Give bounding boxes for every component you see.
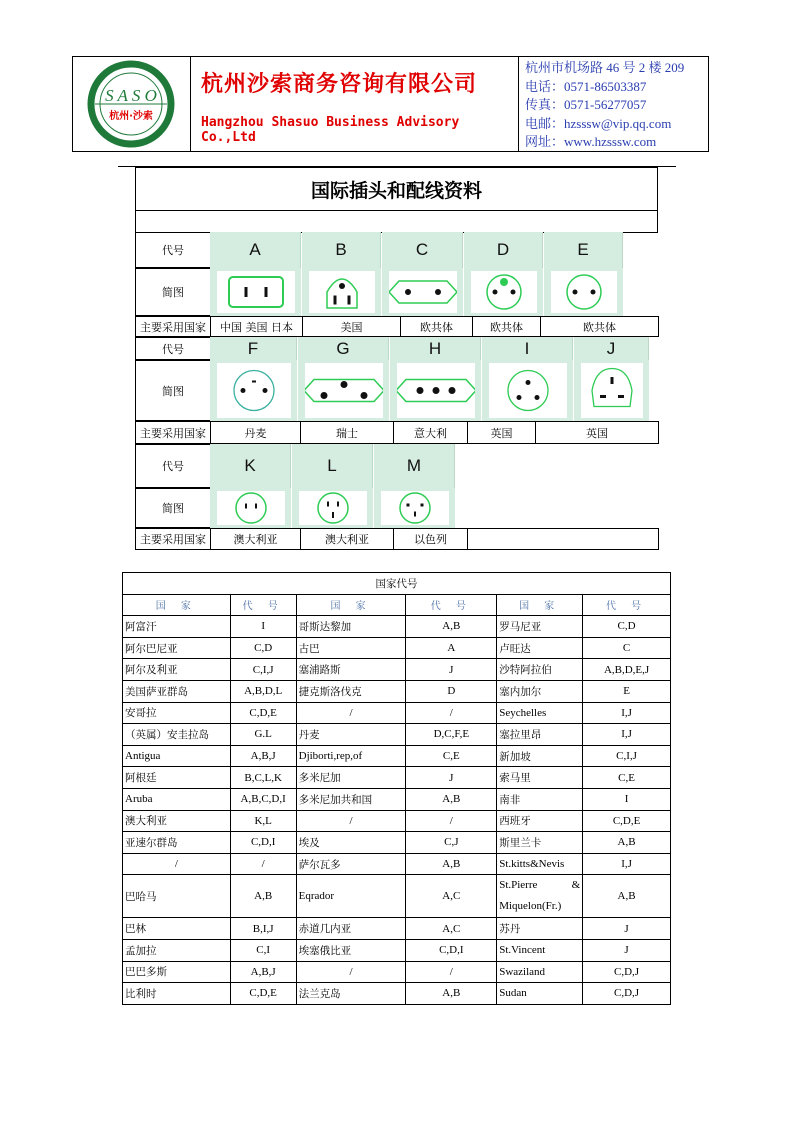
plug-codes-cell: C,D,I	[406, 939, 497, 961]
plug-codes-cell: A,B,J	[230, 745, 296, 767]
plug-diagram-M	[374, 488, 455, 528]
table-row	[123, 680, 671, 702]
plug-code-B	[302, 232, 381, 268]
plug-codes-cell: A,B,D,L	[230, 680, 296, 702]
plug-G-icon	[305, 363, 383, 418]
plug-code-label: C	[415, 240, 429, 259]
plug-countries-cell-text: 欧共体	[583, 320, 616, 334]
fax: 传真：0571-56277057	[525, 97, 647, 112]
plug-countries-cell	[400, 316, 473, 337]
table-row	[123, 767, 671, 789]
plug-codes-cell: A,C	[406, 875, 497, 918]
label-diagram	[135, 268, 211, 316]
country-cell: 新加坡	[497, 745, 583, 767]
country-cell: 法兰克岛	[296, 983, 406, 1005]
table-row	[123, 659, 671, 681]
plug-codes-cell: A,B	[406, 788, 497, 810]
country-cell: 安哥拉	[123, 702, 231, 724]
company-name-cn: 杭州沙索商务咨询有限公司	[201, 72, 478, 97]
plug-code-F	[210, 337, 297, 360]
country-cell: /	[296, 961, 406, 983]
plug-code-L	[292, 444, 373, 488]
country-cell: 阿尔巴尼亚	[123, 637, 231, 659]
country-cell: Eqrador	[296, 875, 406, 918]
plug-codes-cell: I,J	[583, 853, 671, 875]
country-cell: 阿根廷	[123, 767, 231, 789]
country-code-table	[122, 572, 671, 1005]
table-row	[123, 875, 671, 918]
plug-countries-cell	[540, 316, 659, 337]
plug-D-icon	[471, 271, 537, 313]
plug-code-E	[544, 232, 623, 268]
plug-B-icon	[309, 271, 375, 313]
country-table-header	[123, 594, 671, 616]
plug-countries-cell	[393, 421, 468, 444]
phone: 电话：0571-86503387	[525, 78, 647, 94]
country-cell: 塞浦路斯	[296, 659, 406, 681]
table-row	[123, 745, 671, 767]
label-countries	[135, 421, 211, 444]
plug-code-A	[210, 232, 301, 268]
website-label: 网址：	[525, 134, 565, 149]
plug-codes-cell: A,B	[583, 832, 671, 854]
plug-codes-cell: C,D,E	[230, 983, 296, 1005]
country-cell: 哥斯达黎加	[296, 616, 406, 638]
plug-codes-cell: J	[583, 918, 671, 940]
plug-countries-cell	[210, 421, 301, 444]
plug-codes-cell: I	[230, 616, 296, 638]
plug-codes-cell: C,E	[406, 745, 497, 767]
label-diagram-text: 简图	[162, 502, 184, 515]
plug-J-icon	[581, 363, 643, 418]
plug-codes-cell: C,D,E	[230, 702, 296, 724]
label-code	[135, 444, 211, 488]
plug-countries-cell	[300, 421, 394, 444]
plug-codes-cell: C,D,E	[583, 810, 671, 832]
country-cell: 比利时	[123, 983, 231, 1005]
plug-codes-cell: A	[406, 637, 497, 659]
country-cell: 西班牙	[497, 810, 583, 832]
table-row	[123, 724, 671, 746]
plug-codes-cell: C,D	[230, 637, 296, 659]
plug-codes-cell: C,I,J	[583, 745, 671, 767]
country-cell: 萨尔瓦多	[296, 853, 406, 875]
country-cell: Aruba	[123, 788, 231, 810]
plug-codes-cell: I	[583, 788, 671, 810]
plug-codes-cell: C,D,I	[230, 832, 296, 854]
plug-codes-cell: A,B	[406, 853, 497, 875]
plug-diagram-E	[544, 268, 623, 316]
country-cell: 巴巴多斯	[123, 961, 231, 983]
letterhead	[72, 56, 709, 152]
plug-code-D	[464, 232, 543, 268]
plug-code-C	[382, 232, 463, 268]
plug-countries-cell-text: 瑞士	[336, 426, 358, 440]
label-countries	[135, 528, 211, 550]
plug-L-icon	[299, 491, 367, 525]
plug-countries-cell-text: 欧共体	[490, 320, 523, 334]
plug-diagram-A	[210, 268, 301, 316]
label-code-text: 代号	[162, 342, 184, 356]
label-code-text: 代号	[162, 460, 184, 473]
column-header: 代 号	[406, 594, 497, 616]
country-cell: Djiborti,rep,of	[296, 745, 406, 767]
plug-codes-cell: A,B	[583, 875, 671, 918]
plug-diagram-C	[382, 268, 463, 316]
label-diagram-text: 简图	[162, 286, 184, 299]
country-cell: 埃及	[296, 832, 406, 854]
country-cell: 卢旺达	[497, 637, 583, 659]
plug-diagram-H	[390, 360, 481, 421]
plug-codes-cell: B,I,J	[230, 918, 296, 940]
plug-countries-cell-text: 意大利	[414, 426, 447, 440]
table-row	[123, 853, 671, 875]
plug-code-label: M	[406, 456, 422, 475]
plug-codes-cell: J	[406, 659, 497, 681]
plug-countries-cell-text: 英国	[586, 426, 608, 440]
country-cell: 赤道几内亚	[296, 918, 406, 940]
plug-diagram-B	[302, 268, 381, 316]
plug-countries-cell-text: 美国	[340, 320, 363, 334]
plug-codes-cell: A,B	[406, 983, 497, 1005]
table-row	[123, 702, 671, 724]
plug-codes-cell: K,L	[230, 810, 296, 832]
table-row	[123, 939, 671, 961]
company-name-en: Hangzhou Shasuo Business Advisory Co.,Ltd	[201, 115, 460, 145]
country-cell: 巴哈马	[123, 875, 231, 918]
plug-countries-cell	[300, 528, 394, 550]
plug-code-H	[390, 337, 481, 360]
plug-code-label: H	[428, 338, 442, 358]
plug-codes-cell: /	[230, 853, 296, 875]
plug-countries-cell-text: 以色列	[414, 533, 447, 546]
label-countries-text: 主要采用国家	[140, 320, 206, 334]
plug-countries-cell	[210, 528, 301, 550]
plug-countries-cell-text: 丹麦	[244, 426, 267, 440]
plug-codes-cell: I,J	[583, 724, 671, 746]
country-cell: 美国萨亚群岛	[123, 680, 231, 702]
plug-F-icon	[217, 363, 291, 418]
column-header: 国 家	[497, 594, 583, 616]
plug-code-label: G	[336, 338, 350, 358]
plug-countries-cell	[535, 421, 659, 444]
plug-diagram-J	[574, 360, 649, 421]
plug-countries-cell	[472, 316, 541, 337]
label-code-text: 代号	[162, 244, 184, 257]
plug-diagram-D	[464, 268, 543, 316]
blank-row	[135, 210, 658, 233]
label-countries	[135, 316, 211, 337]
table-row	[123, 832, 671, 854]
country-cell: 罗马尼亚	[497, 616, 583, 638]
plug-diagram-I	[482, 360, 573, 421]
plug-countries-cell	[467, 528, 659, 550]
plug-countries-cell	[210, 316, 303, 337]
plug-codes-cell: J	[406, 767, 497, 789]
table-row	[123, 810, 671, 832]
plug-codes-cell: /	[406, 702, 497, 724]
plug-table-title	[135, 167, 658, 211]
country-cell: 沙特阿拉伯	[497, 659, 583, 681]
country-cell: 多米尼加	[296, 767, 406, 789]
plug-diagram-L	[292, 488, 373, 528]
country-table-title: 国家代号	[123, 573, 671, 595]
country-cell: 澳大利亚	[123, 810, 231, 832]
country-cell: 亚速尔群岛	[123, 832, 231, 854]
country-cell: St.Vincent	[497, 939, 583, 961]
plug-countries-cell-text: 英国	[490, 426, 513, 440]
country-cell: 塞内加尔	[497, 680, 583, 702]
plug-code-G	[298, 337, 389, 360]
plug-countries-cell-text: 中国 美国 日本	[220, 320, 293, 334]
label-code	[135, 337, 211, 360]
plug-codes-cell: A,B,C,D,I	[230, 788, 296, 810]
plug-codes-cell: /	[406, 961, 497, 983]
email: 电邮：hzsssw@vip.qq.com	[525, 115, 672, 131]
plug-countries-cell	[393, 528, 468, 550]
plug-codes-cell: A,B	[406, 616, 497, 638]
plug-code-label: L	[327, 456, 337, 475]
country-cell: 古巴	[296, 637, 406, 659]
plug-codes-cell: C,I,J	[230, 659, 296, 681]
plug-diagram-K	[210, 488, 291, 528]
svg-text:S A S O: S A S O	[105, 86, 157, 105]
table-row	[123, 983, 671, 1005]
table-row	[123, 788, 671, 810]
column-header: 国 家	[123, 594, 231, 616]
country-cell: 多米尼加共和国	[296, 788, 406, 810]
plug-codes-cell: C	[583, 637, 671, 659]
plug-codes-cell: A,B	[230, 875, 296, 918]
country-cell: 巴林	[123, 918, 231, 940]
plug-code-K	[210, 444, 291, 488]
contact-info	[525, 59, 684, 152]
plug-countries-cell	[302, 316, 401, 337]
plug-C-icon	[389, 271, 457, 313]
country-cell: 阿富汗	[123, 616, 231, 638]
country-cell: /	[296, 810, 406, 832]
saso-logo	[73, 57, 189, 151]
table-row	[123, 616, 671, 638]
country-cell: Antigua	[123, 745, 231, 767]
plug-codes-cell: E	[583, 680, 671, 702]
country-cell: 索马里	[497, 767, 583, 789]
country-cell: Swaziland	[497, 961, 583, 983]
plug-codes-cell: A,B,D,E,J	[583, 659, 671, 681]
plug-code-label: E	[577, 240, 589, 259]
plug-code-label: B	[335, 240, 347, 259]
label-countries-text: 主要采用国家	[140, 533, 206, 546]
plug-codes-cell: I,J	[583, 702, 671, 724]
table-row	[123, 961, 671, 983]
plug-code-label: D	[496, 240, 510, 259]
company-name-cell	[191, 57, 519, 151]
plug-codes-cell: B,C,L,K	[230, 767, 296, 789]
country-cell: 斯里兰卡	[497, 832, 583, 854]
plug-code-label: F	[247, 338, 259, 358]
country-cell: 南非	[497, 788, 583, 810]
plug-codes-cell: C,E	[583, 767, 671, 789]
plug-code-label: J	[606, 338, 616, 358]
plug-I-icon	[489, 363, 567, 418]
plug-codes-cell: C,D	[583, 616, 671, 638]
country-cell: /	[123, 853, 231, 875]
plug-diagram-F	[210, 360, 297, 421]
plug-diagram-G	[298, 360, 389, 421]
country-cell: St.kitts&Nevis	[497, 853, 583, 875]
plug-codes-cell: C,D,J	[583, 983, 671, 1005]
plug-M-icon	[381, 491, 449, 525]
table-row	[123, 637, 671, 659]
plug-countries-cell-text: 欧共体	[420, 320, 453, 334]
country-cell: 捷克斯洛伐克	[296, 680, 406, 702]
svg-text:杭州·沙索: 杭州·沙索	[109, 111, 153, 122]
plug-code-label: K	[244, 456, 256, 475]
column-header: 代 号	[583, 594, 671, 616]
plug-code-I	[482, 337, 573, 360]
plug-code-label: I	[524, 338, 530, 358]
logo-cell	[73, 57, 191, 151]
column-header: 国 家	[296, 594, 406, 616]
column-header: 代 号	[230, 594, 296, 616]
plug-codes-cell: C,J	[406, 832, 497, 854]
country-cell: 丹麦	[296, 724, 406, 746]
plug-A-icon	[217, 271, 295, 313]
plug-K-icon	[217, 491, 285, 525]
plug-code-J	[574, 337, 649, 360]
plug-codes-cell: C,D,J	[583, 961, 671, 983]
label-countries-text: 主要采用国家	[140, 426, 206, 440]
plug-code-label: A	[249, 240, 261, 259]
plug-codes-cell: D,C,F,E	[406, 724, 497, 746]
plug-codes-cell: A,B,J	[230, 961, 296, 983]
table-row	[123, 918, 671, 940]
website-row	[525, 133, 684, 152]
country-cell: 阿尔及利亚	[123, 659, 231, 681]
country-cell: 埃塞俄比亚	[296, 939, 406, 961]
plug-H-icon	[397, 363, 475, 418]
plug-codes-cell: D	[406, 680, 497, 702]
country-cell: 孟加拉	[123, 939, 231, 961]
country-cell: /	[296, 702, 406, 724]
plug-codes-cell: A,C	[406, 918, 497, 940]
plug-codes-cell: C,I	[230, 939, 296, 961]
country-cell: Seychelles	[497, 702, 583, 724]
plug-codes-cell: J	[583, 939, 671, 961]
plug-code-M	[374, 444, 455, 488]
plug-countries-cell-text: 澳大利亚	[233, 533, 278, 546]
plug-codes-cell: /	[406, 810, 497, 832]
plug-table-title-text: 国际插头和配线资料	[310, 179, 482, 202]
label-code	[135, 232, 211, 268]
plug-countries-cell	[467, 421, 536, 444]
label-diagram	[135, 488, 211, 528]
country-cell: St.Pierre & Miquelon(Fr.)	[497, 875, 583, 918]
label-diagram-text: 简图	[162, 384, 184, 398]
country-cell: 苏丹	[497, 918, 583, 940]
website-link[interactable]: www.hzsssw.com	[564, 134, 657, 149]
country-cell: 塞拉里昂	[497, 724, 583, 746]
plug-countries-cell-text: 澳大利亚	[325, 533, 369, 546]
plug-E-icon	[551, 271, 617, 313]
plug-codes-cell: G.L	[230, 724, 296, 746]
country-cell: Sudan	[497, 983, 583, 1005]
label-diagram	[135, 360, 211, 421]
address: 杭州市机场路 46 号 2 楼 209	[525, 60, 685, 75]
country-cell: （英属）安圭拉岛	[123, 724, 231, 746]
